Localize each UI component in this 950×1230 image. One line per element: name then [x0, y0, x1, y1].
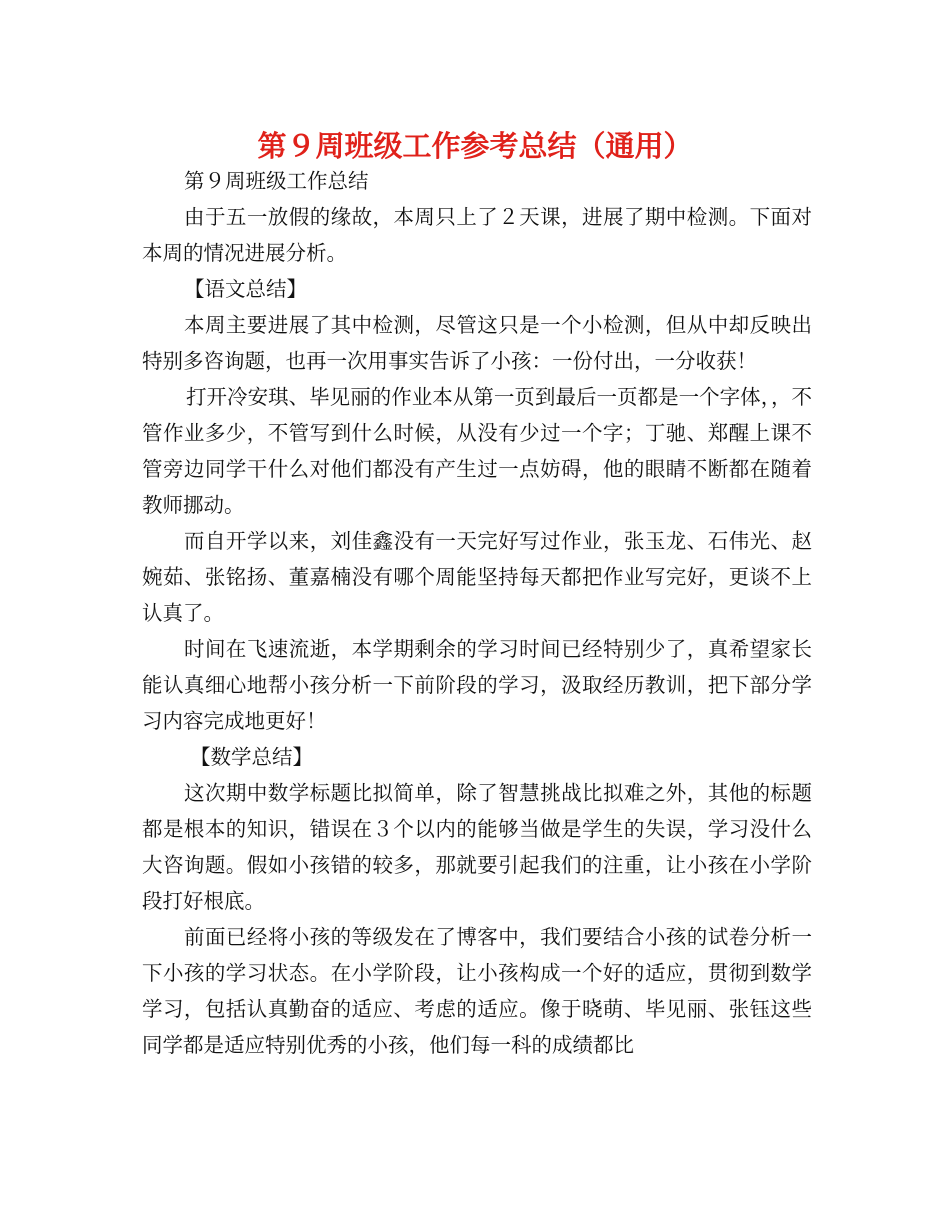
section-heading-math: 【数学总结】 [190, 745, 313, 769]
paragraph: 前面已经将小孩的等级发在了博客中，我们要结合小孩的试卷分析一下小孩的学习状态。在小学阶段，让小孩构成一个好的适应，贯彻到数学学习，包括认真勤奋的适应、考虑的适应。像于晓萌、毕见丽、张钰这些同学都是适应特别优秀的小孩，他们每一科的成绩都比 [142, 925, 812, 1057]
paragraph: 而自开学以来，刘佳鑫没有一天完好写过作业，张玉龙、石伟光、赵婉茹、张铭扬、董嘉楠没有哪个周能坚持每天都把作业写完好，更谈不上认真了。 [142, 529, 812, 625]
paragraph: 本周主要进展了其中检测，尽管这只是一个小检测，但从中却反映出特别多咨询题，也再一次用事实告诉了小孩：一份付出，一分收获！ [142, 313, 812, 373]
paragraph: 这次期中数学标题比拟简单，除了智慧挑战比拟难之外，其他的标题都是根本的知识，错误在３个以内的能够当做是学生的失误，学习没什么大咨询题。假如小孩错的较多，那就要引起我们的注重，让小孩在小学阶段打好根底。 [142, 781, 812, 913]
document-title: 第９周班级工作参考总结（通用） [257, 129, 693, 163]
document-subtitle: 第９周班级工作总结 [184, 169, 369, 193]
paragraph: 打开冷安琪、毕见丽的作业本从第一页到最后一页都是一个字体，，不管作业多少，不管写到什么时候，从没有少过一个字；丁驰、郑醒上课不管旁边同学干什么对他们都没有产生过一点妨碍，他的眼睛不断都在随着教师挪动。 [142, 385, 812, 517]
document-body [142, 163, 812, 1063]
intro-paragraph: 由于五一放假的缘故，本周只上了２天课，进展了期中检测。下面对本周的情况进展分析。 [142, 205, 812, 265]
section-heading-chinese: 【语文总结】 [184, 277, 307, 301]
paragraph: 时间在飞速流逝，本学期剩余的学习时间已经特别少了，真希望家长能认真细心地帮小孩分析一下前阶段的学习，汲取经历教训，把下部分学习内容完成地更好！ [142, 637, 812, 733]
